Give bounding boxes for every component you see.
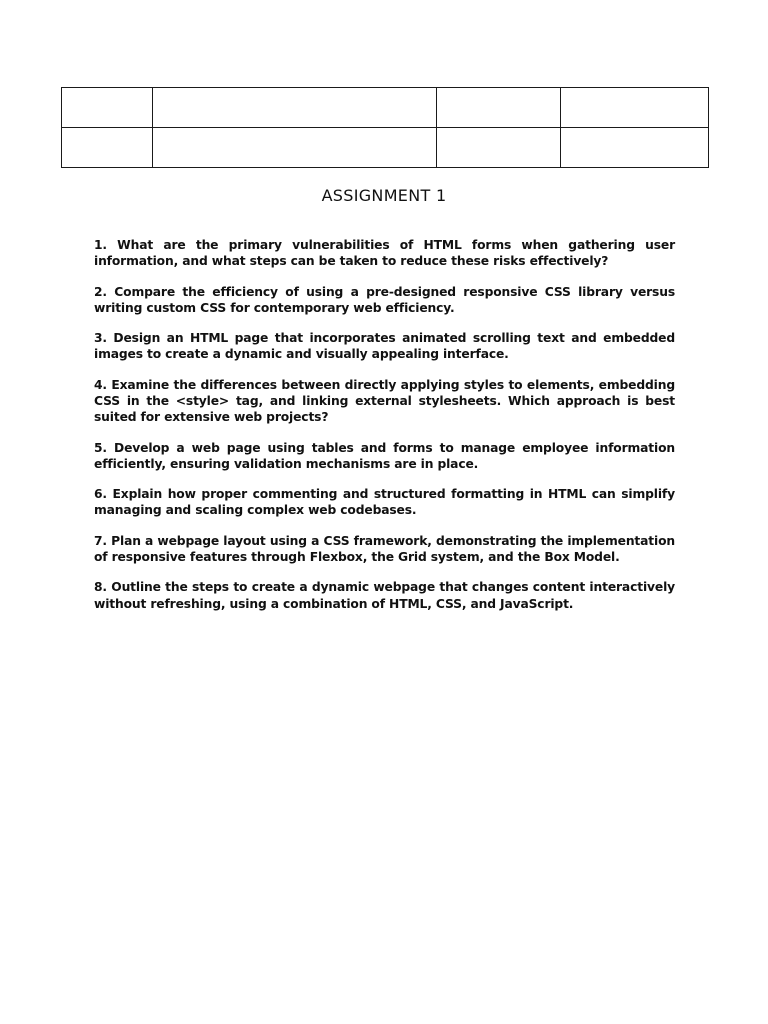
- header-table-row: [62, 88, 709, 128]
- header-table-cell: [437, 128, 561, 168]
- header-table-cell: [153, 88, 437, 128]
- header-table-cell: [437, 88, 561, 128]
- header-table-cell: [561, 128, 709, 168]
- question-item: 2. Compare the efficiency of using a pre-designed responsive CSS library versus writing custom CSS for contemporary web efficiency.: [94, 284, 675, 315]
- header-table-cell: [62, 88, 153, 128]
- header-table-row: [62, 128, 709, 168]
- header-table: [61, 87, 709, 168]
- header-table-cell: [561, 88, 709, 128]
- question-list: [94, 237, 675, 626]
- question-item: 7. Plan a webpage layout using a CSS framework, demonstrating the implementation of responsive features through Flexbox, the Grid system, and the Box Model.: [94, 533, 675, 564]
- question-item: 4. Examine the differences between directly applying styles to elements, embedding CSS in the <style> tag, and linking external stylesheets. Which approach is best suited for extensive web projects?: [94, 377, 675, 425]
- question-item: 6. Explain how proper commenting and structured formatting in HTML can simplify managing and scaling complex web codebases.: [94, 487, 675, 518]
- question-item: 1. What are the primary vulnerabilities of HTML forms when gathering user information, and what steps can be taken to reduce these risks effectively?: [94, 238, 675, 269]
- page-title: ASSIGNMENT 1: [321, 186, 447, 205]
- question-item: 3. Design an HTML page that incorporates animated scrolling text and embedded images to create a dynamic and visually appealing interface.: [94, 331, 675, 362]
- header-table-cell: [62, 128, 153, 168]
- header-table-cell: [153, 128, 437, 168]
- question-item: 8. Outline the steps to create a dynamic webpage that changes content interactively without refreshing, using a combination of HTML, CSS, and JavaScript.: [94, 580, 675, 611]
- question-item: 5. Develop a web page using tables and forms to manage employee information efficiently, ensuring validation mechanisms are in place.: [94, 440, 675, 471]
